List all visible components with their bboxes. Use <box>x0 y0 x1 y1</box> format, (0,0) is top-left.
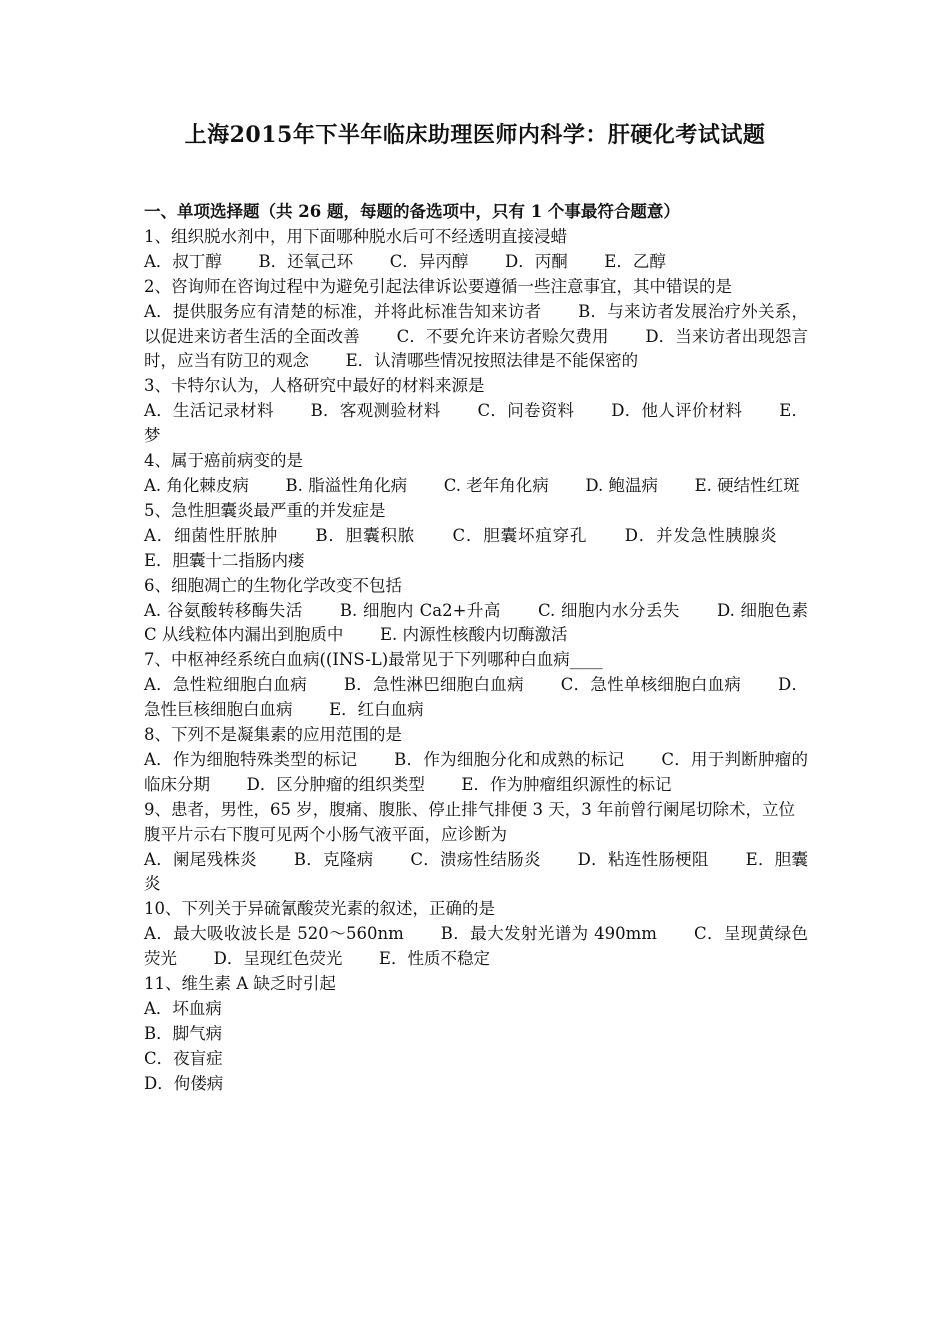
option-b: B．克隆病 <box>293 849 374 869</box>
option-b: B．客观测验材料 <box>310 401 441 421</box>
question-stem: 1、组织脱水剂中，用下面哪种脱水后可不经透明直接浸蜡 <box>144 226 567 246</box>
option-a: A．急性粒细胞白血病 <box>144 675 307 695</box>
option-b: B. 脂溢性角化病 <box>285 475 408 495</box>
question-options <box>144 922 808 972</box>
option-d: D．急性巨核细胞白血病 <box>144 675 809 720</box>
option-c: C．溃疡性结肠炎 <box>410 849 541 869</box>
option-d: D．区分肿瘤的组织类型 <box>246 774 425 794</box>
option-c: C．夜盲症 <box>144 1048 223 1068</box>
option-c: C．用于判断肿瘤的临床分期 <box>144 749 809 794</box>
question-options <box>144 399 808 449</box>
option-b: B. 细胞内 Ca2+升高 <box>339 600 501 620</box>
option-a: A．生活记录材料 <box>144 401 274 421</box>
option-c: C. 老年角化病 <box>443 475 549 495</box>
document-title: 上海2015年下半年临床助理医师内科学：肝硬化考试试题 <box>184 122 766 148</box>
option-d: D．呈现红色荧光 <box>213 949 343 969</box>
question-8 <box>144 723 808 798</box>
question-stem: 9、患者，男性，65 岁，腹痛、腹胀、停止排气排便 3 天，3 年前曾行阑尾切除术，立位腹平片示右下腹可见两个小肠气液平面，应诊断为 <box>144 799 795 844</box>
option-d: D．当来访者出现怨言时，应当有防卫的观念 <box>144 326 809 371</box>
option-e: E. 硬结性红斑 <box>694 475 800 495</box>
option-c: C．急性单核细胞白血病 <box>560 675 742 695</box>
question-stem: 4、属于癌前病变的是 <box>144 451 303 471</box>
option-e: E．认清哪些情况按照法律是不能保密的 <box>345 351 639 371</box>
question-options <box>144 250 808 275</box>
question-2 <box>144 275 808 375</box>
option-d: D. 细胞色素 C 从线粒体内漏出到胞质中 <box>144 600 809 645</box>
option-b: B．还氧己环 <box>258 251 354 271</box>
option-a: A．阑尾残株炎 <box>144 849 257 869</box>
option-a: A．提供服务应有清楚的标准，并将此标准告知来访者 <box>144 301 542 321</box>
question-stem: 10、下列关于异硫氰酸荧光素的叙述，正确的是 <box>144 899 495 919</box>
question-options <box>144 524 808 574</box>
option-e: E．性质不稳定 <box>378 949 490 969</box>
option-a: A．细菌性肝脓肿 <box>144 525 279 545</box>
document-body <box>144 200 808 1097</box>
option-d: D．并发急性胰腺炎 <box>624 525 777 545</box>
option-c: C．异丙醇 <box>389 251 469 271</box>
option-d: D．丙酮 <box>504 251 568 271</box>
question-9 <box>144 798 808 898</box>
option-b: B．脚气病 <box>144 1023 223 1043</box>
option-e: E．乙醇 <box>604 251 666 271</box>
question-stem: 2、咨询师在咨询过程中为避免引起法律诉讼要遵循一些注意事宜，其中错误的是 <box>144 276 732 296</box>
option-e: E．胆囊十二指肠内瘘 <box>144 550 305 570</box>
question-stem: 3、卡特尔认为，人格研究中最好的材料来源是 <box>144 376 485 396</box>
question-stem: 7、中枢神经系统白血病((INS-L)最常见于下列哪种白血病____ <box>144 650 603 670</box>
question-options <box>144 748 808 798</box>
option-b: B．急性淋巴细胞白血病 <box>343 675 524 695</box>
option-a: A. 角化棘皮病 <box>144 475 249 495</box>
question-7 <box>144 648 808 723</box>
question-options <box>144 474 808 499</box>
option-d: D．佝偻病 <box>144 1073 224 1093</box>
question-1 <box>144 225 808 275</box>
option-d: D．粘连性肠梗阻 <box>577 849 709 869</box>
option-b: B．与来访者发展治疗外关系，以促进来访者生活的全面改善 <box>144 301 808 346</box>
option-c: C．呈现黄绿色荧光 <box>144 924 809 969</box>
question-3 <box>144 374 808 449</box>
option-e: E. 内源性核酸内切酶激活 <box>379 625 568 645</box>
question-options <box>144 300 808 375</box>
question-options <box>144 848 808 898</box>
option-c: C. 细胞内水分丢失 <box>537 600 680 620</box>
option-a: A．最大吸收波长是 520～560nm <box>144 924 404 944</box>
question-stem: 11、维生素 A 缺乏时引起 <box>144 974 336 994</box>
section-header: 一、单项选择题（共 26 题，每题的备选项中，只有 1 个事最符合题意） <box>144 202 680 221</box>
option-c: C．胆囊坏疽穿孔 <box>452 525 588 545</box>
question-stem: 6、细胞凋亡的生物化学改变不包括 <box>144 575 402 595</box>
question-stem: 5、急性胆囊炎最严重的并发症是 <box>144 500 386 520</box>
question-5 <box>144 499 808 574</box>
option-a: A. 谷氨酸转移酶失活 <box>144 600 303 620</box>
question-options <box>144 673 808 723</box>
question-11 <box>144 972 808 1097</box>
option-e: E．胆囊炎 <box>144 849 809 894</box>
option-e: E．红白血病 <box>329 700 424 720</box>
question-10 <box>144 897 808 972</box>
question-options <box>144 599 808 649</box>
option-a: A．作为细胞特殊类型的标记 <box>144 749 358 769</box>
option-e: E．梦 <box>144 401 809 446</box>
option-a: A．叔丁醇 <box>144 251 222 271</box>
option-b: B．胆囊积脓 <box>315 525 416 545</box>
option-a: A．坏血病 <box>144 999 222 1018</box>
option-b: B．作为细胞分化和成熟的标记 <box>394 749 625 769</box>
question-6 <box>144 574 808 649</box>
option-c: C．问卷资料 <box>477 401 575 421</box>
option-d: D. 鲍温病 <box>585 475 658 495</box>
option-c: C．不要允许来访者赊欠费用 <box>396 326 609 346</box>
option-d: D．他人评价材料 <box>611 401 743 421</box>
option-b: B．最大发射光谱为 490mm <box>440 924 657 944</box>
option-e: E．作为肿瘤组织源性的标记 <box>461 774 672 794</box>
question-stem: 8、下列不是凝集素的应用范围的是 <box>144 725 402 745</box>
question-4 <box>144 449 808 499</box>
